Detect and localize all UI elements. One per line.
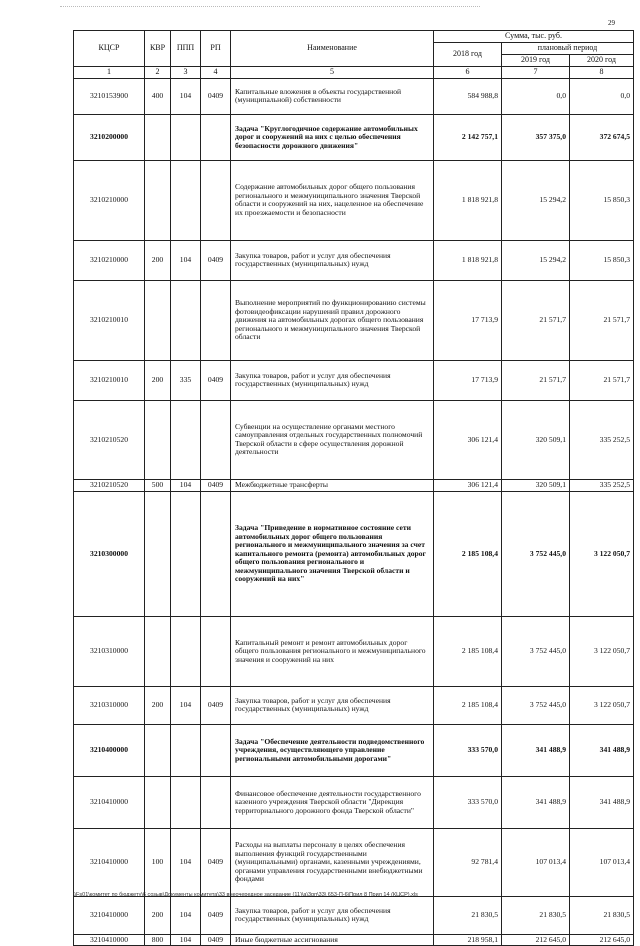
kvr-cell [145,616,171,686]
name-cell: Выполнение мероприятий по функционированию системы фотовидеофиксации нарушений правил дорожного движения на автомобильных дорогах общего пользования регионального и межмуниципального значения Тверской области [231,280,434,360]
name-cell: Капитальный ремонт и ремонт автомобильных дорог общего пользования регионального и межмуниципального значения и сооружений на них [231,616,434,686]
name-cell: Задача "Круглогодичное содержание автомобильных дорог и сооружений на них с целью обеспечения безопасности дорожного движения" [231,114,434,160]
header-name: Наименование [231,31,434,67]
kvr-cell: 100 [145,828,171,896]
kcsr-cell: 3210410000 [74,934,145,946]
header-2020: 2020 год [570,54,634,66]
table-row [74,724,634,776]
value-2018-cell: 584 988,8 [434,78,502,114]
kvr-cell [145,160,171,240]
ppp-cell [171,160,201,240]
budget-table [73,30,634,946]
value-2019-cell: 3 752 445,0 [502,686,570,724]
kvr-cell: 500 [145,479,171,491]
value-2020-cell: 0,0 [570,78,634,114]
kvr-cell [145,491,171,616]
name-cell: Задача "Приведение в нормативное состояние сети автомобильных дорог общего пользования регионального и межмуниципального значения за счет капитального ремонта (ремонта) автомобильных дорог общего пользования регионального и межмуниципального значения Тверской области и сооружений на них" [231,491,434,616]
table-row [74,479,634,491]
kvr-cell: 400 [145,78,171,114]
value-2020-cell: 15 850,3 [570,240,634,280]
value-2020-cell: 21 571,7 [570,360,634,400]
kvr-cell: 800 [145,934,171,946]
kcsr-cell: 3210210000 [74,240,145,280]
col-num: 3 [171,66,201,78]
kcsr-cell: 3210210010 [74,280,145,360]
ppp-cell: 104 [171,934,201,946]
col-num: 1 [74,66,145,78]
ppp-cell [171,776,201,828]
kvr-cell [145,776,171,828]
kvr-cell [145,280,171,360]
kcsr-cell: 3210400000 [74,724,145,776]
value-2019-cell: 21 571,7 [502,360,570,400]
name-cell: Закупка товаров, работ и услуг для обеспечения государственных (муниципальных) нужд [231,686,434,724]
value-2020-cell: 21 571,7 [570,280,634,360]
rp-cell [201,280,231,360]
name-cell: Субвенции на осуществление органами местного самоуправления отдельных государственных полномочий Тверской области в сфере осуществления дорожной деятельности [231,400,434,479]
ppp-cell: 104 [171,479,201,491]
kcsr-cell: 3210410000 [74,828,145,896]
table-row [74,78,634,114]
value-2020-cell: 3 122 050,7 [570,616,634,686]
kcsr-cell: 3210210000 [74,160,145,240]
kvr-cell [145,400,171,479]
ppp-cell [171,400,201,479]
header-2019: 2019 год [502,54,570,66]
table-row [74,114,634,160]
kvr-cell: 200 [145,240,171,280]
table-row [74,828,634,896]
rp-cell: 0409 [201,934,231,946]
value-2018-cell: 2 185 108,4 [434,491,502,616]
kvr-cell [145,724,171,776]
ppp-cell [171,491,201,616]
table-row [74,776,634,828]
rp-cell: 0409 [201,686,231,724]
kcsr-cell: 3210210010 [74,360,145,400]
value-2018-cell: 306 121,4 [434,479,502,491]
kcsr-cell: 3210410000 [74,896,145,934]
table-row [74,686,634,724]
value-2019-cell: 212 645,0 [502,934,570,946]
kvr-cell: 200 [145,360,171,400]
col-num: 4 [201,66,231,78]
name-cell: Финансовое обеспечение деятельности государственного казенного учреждения Тверской области "Дирекция территориального дорожного фонда Тверской области" [231,776,434,828]
value-2018-cell: 17 713,9 [434,280,502,360]
value-2020-cell: 21 830,5 [570,896,634,934]
ppp-cell [171,114,201,160]
col-num: 8 [570,66,634,78]
col-num: 5 [231,66,434,78]
value-2020-cell: 15 850,3 [570,160,634,240]
kvr-cell: 200 [145,686,171,724]
value-2018-cell: 21 830,5 [434,896,502,934]
top-rule [60,6,480,7]
value-2018-cell: 306 121,4 [434,400,502,479]
value-2018-cell: 2 142 757,1 [434,114,502,160]
value-2020-cell: 107 013,4 [570,828,634,896]
ppp-cell: 104 [171,240,201,280]
kcsr-cell: 3210410000 [74,776,145,828]
rp-cell [201,160,231,240]
rp-cell [201,114,231,160]
column-number-row [74,66,634,78]
table-row [74,896,634,934]
rp-cell: 0409 [201,896,231,934]
ppp-cell: 104 [171,686,201,724]
name-cell: Капитальные вложения в объекты государственной (муниципальной) собственности [231,78,434,114]
table-row [74,280,634,360]
value-2018-cell: 92 781,4 [434,828,502,896]
value-2020-cell: 372 674,5 [570,114,634,160]
header-kvr: КВР [145,31,171,67]
value-2020-cell: 3 122 050,7 [570,686,634,724]
ppp-cell [171,616,201,686]
value-2019-cell: 21 830,5 [502,896,570,934]
rp-cell [201,491,231,616]
value-2018-cell: 2 185 108,4 [434,686,502,724]
value-2018-cell: 333 570,0 [434,776,502,828]
rp-cell: 0409 [201,479,231,491]
rp-cell: 0409 [201,240,231,280]
value-2019-cell: 320 509,1 [502,400,570,479]
name-cell: Иные бюджетные ассигнования [231,934,434,946]
page-number: 29 [608,19,615,27]
table-row [74,400,634,479]
value-2018-cell: 1 818 921,8 [434,160,502,240]
value-2020-cell: 3 122 050,7 [570,491,634,616]
rp-cell: 0409 [201,360,231,400]
value-2018-cell: 1 818 921,8 [434,240,502,280]
table-row [74,240,634,280]
kcsr-cell: 3210153900 [74,78,145,114]
value-2020-cell: 335 252,5 [570,400,634,479]
ppp-cell: 104 [171,828,201,896]
name-cell: Межбюджетные трансферты [231,479,434,491]
value-2018-cell: 17 713,9 [434,360,502,400]
name-cell: Закупка товаров, работ и услуг для обеспечения государственных (муниципальных) нужд [231,240,434,280]
header-2018: 2018 год [434,42,502,66]
kvr-cell [145,114,171,160]
value-2018-cell: 333 570,0 [434,724,502,776]
name-cell: Закупка товаров, работ и услуг для обеспечения государственных (муниципальных) нужд [231,360,434,400]
value-2019-cell: 21 571,7 [502,280,570,360]
value-2020-cell: 212 645,0 [570,934,634,946]
kcsr-cell: 3210300000 [74,491,145,616]
value-2019-cell: 341 488,9 [502,776,570,828]
kcsr-cell: 3210210520 [74,400,145,479]
ppp-cell: 104 [171,78,201,114]
value-2019-cell: 320 509,1 [502,479,570,491]
name-cell: Задача "Обеспечение деятельности подведомственного учреждения, осуществляющего управление региональными автомобильными дорогами" [231,724,434,776]
table-row [74,934,634,946]
value-2019-cell: 15 294,2 [502,160,570,240]
rp-cell [201,616,231,686]
value-2020-cell: 341 488,9 [570,776,634,828]
col-num: 6 [434,66,502,78]
kcsr-cell: 3210200000 [74,114,145,160]
kvr-cell: 200 [145,896,171,934]
value-2019-cell: 15 294,2 [502,240,570,280]
value-2019-cell: 3 752 445,0 [502,616,570,686]
table-row [74,491,634,616]
header-ppp: ППП [171,31,201,67]
value-2019-cell: 0,0 [502,78,570,114]
ppp-cell [171,280,201,360]
ppp-cell: 104 [171,896,201,934]
value-2019-cell: 3 752 445,0 [502,491,570,616]
rp-cell: 0409 [201,78,231,114]
value-2018-cell: 2 185 108,4 [434,616,502,686]
header-sum: Сумма, тыс. руб. [434,31,634,43]
value-2020-cell: 341 488,9 [570,724,634,776]
value-2019-cell: 357 375,0 [502,114,570,160]
col-num: 2 [145,66,171,78]
header-planned: плановый период [502,42,634,54]
name-cell: Расходы на выплаты персоналу в целях обеспечения выполнения функций государственными (муниципальными) органами, казенными учреждениями, органами управления государственными внебюджетными фондами [231,828,434,896]
rp-cell: 0409 [201,828,231,896]
ppp-cell: 335 [171,360,201,400]
kcsr-cell: 3210210520 [74,479,145,491]
name-cell: Содержание автомобильных дорог общего пользования регионального и межмуниципального значения Тверской области и сооружений на них, нацеленное на обеспечение их проезжаемости и безопасности [231,160,434,240]
value-2020-cell: 335 252,5 [570,479,634,491]
header-kcsr: КЦСР [74,31,145,67]
table-row [74,160,634,240]
kcsr-cell: 3210310000 [74,686,145,724]
rp-cell [201,776,231,828]
value-2019-cell: 107 013,4 [502,828,570,896]
ppp-cell [171,724,201,776]
kcsr-cell: 3210310000 [74,616,145,686]
rp-cell [201,724,231,776]
rp-cell [201,400,231,479]
table-row [74,360,634,400]
col-num: 7 [502,66,570,78]
value-2018-cell: 218 958,1 [434,934,502,946]
name-cell: Закупка товаров, работ и услуг для обеспечения государственных (муниципальных) нужд [231,896,434,934]
value-2019-cell: 341 488,9 [502,724,570,776]
file-path-footer: \\Fs01\комитет по бюджету\6 созыв\Документы комитета\33 внеочередное заседание (11)\а\3рп\33\ 653-П-6\Прил 8 Прил 14 (КЦСР).xls [73,892,418,898]
table-row [74,616,634,686]
header-rp: РП [201,31,231,67]
